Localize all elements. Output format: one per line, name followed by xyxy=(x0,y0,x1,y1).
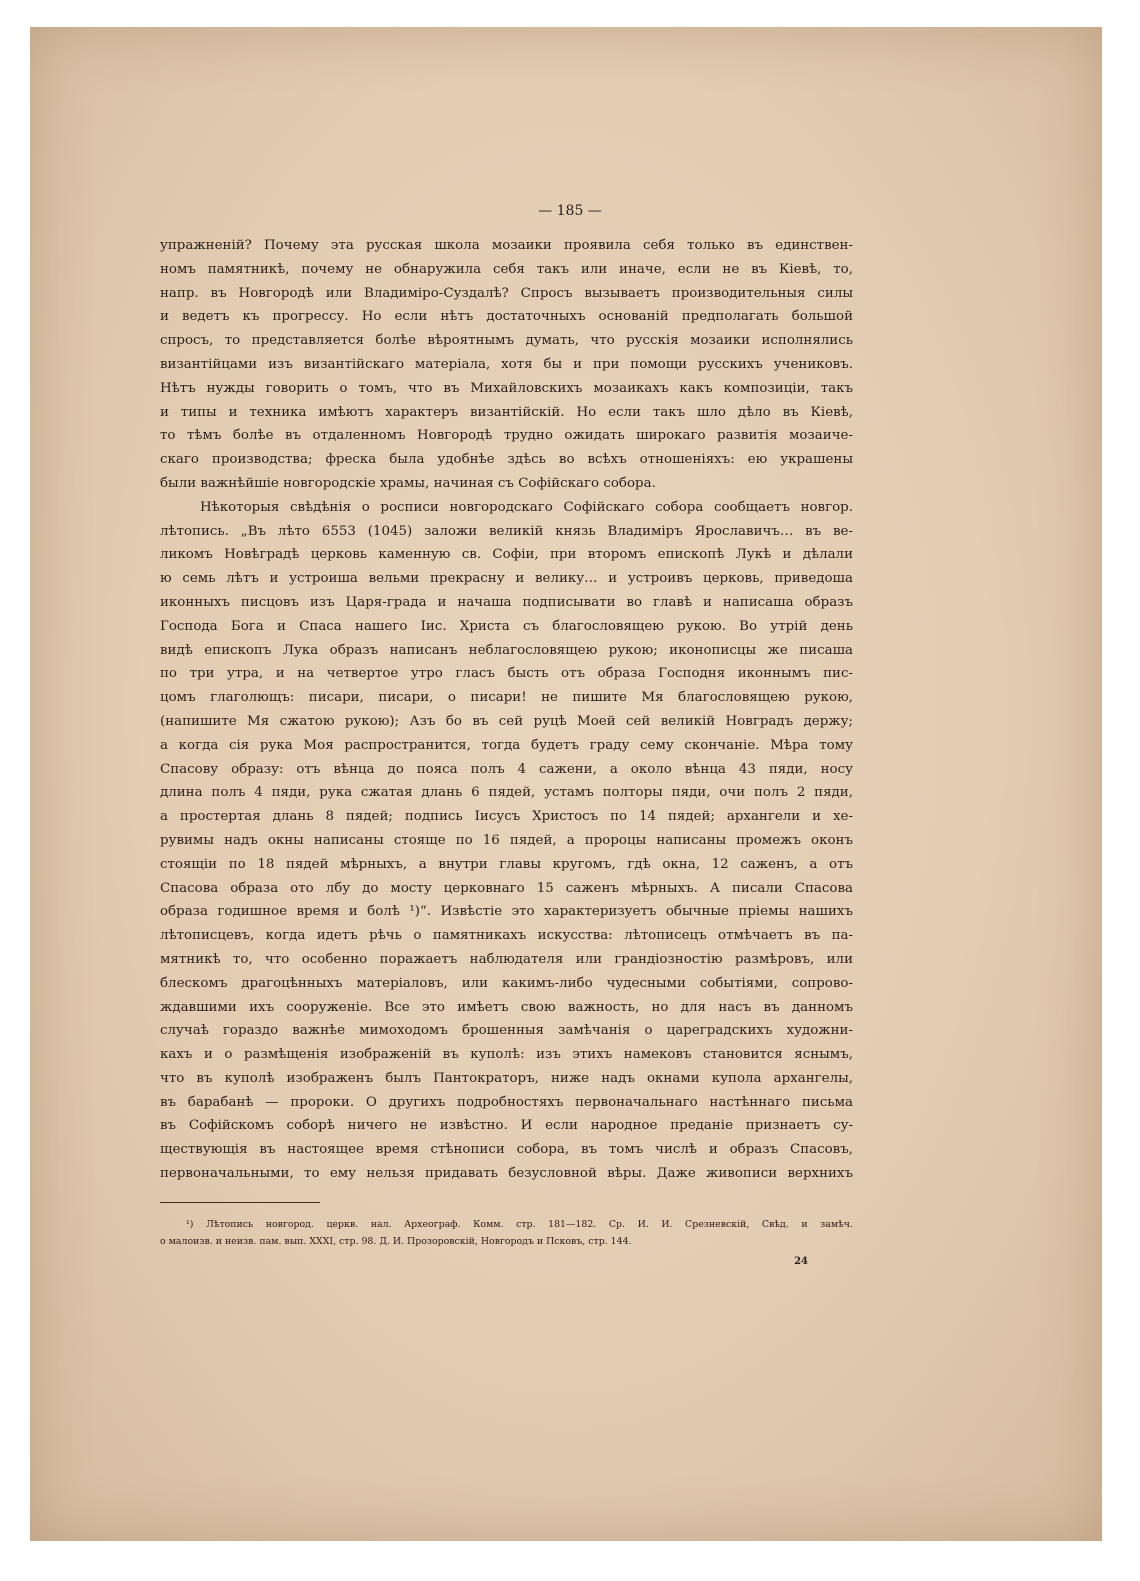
text-line: Нѣкоторыя свѣдѣнія о росписи новгородскаго Софійскаго собора сообщаетъ новгор. xyxy=(200,499,853,515)
text-line: иконныхъ писцовъ изъ Царя-града и начаша подписывати во главѣ и написаша образъ xyxy=(160,594,853,610)
text-line: Господа Бога и Спаса нашего Іис. Христа съ благословящею рукою. Во утрій день xyxy=(160,618,853,634)
text-line: то тѣмъ болѣе въ отдаленномъ Новгородѣ трудно ожидать широкаго развитія мозаиче- xyxy=(160,428,853,444)
text-line: цомъ глаголющъ: писари, писари, о писари! не пишите Мя благословящею рукою, xyxy=(160,690,853,706)
text-line: ждавшими ихъ сооруженіе. Все это имѣетъ свою важность, но для насъ въ данномъ xyxy=(160,999,853,1015)
text-line: рувимы надъ окны написаны стояще по 16 пядей, а пророцы написаны промежъ оконъ xyxy=(160,832,853,848)
signature-mark: 24 xyxy=(794,1256,808,1267)
text-line: въ барабанѣ — пророки. О другихъ подробностяхъ первоначальнаго настѣннаго письма xyxy=(160,1094,853,1110)
footnote-separator xyxy=(160,1202,320,1203)
text-line: ликомъ Новѣградѣ церковь каменную св. Софіи, при второмъ епископѣ Лукѣ и дѣлали xyxy=(160,547,853,563)
text-line: блескомъ драгоцѣнныхъ матеріаловъ, или какимъ-либо чудесными событіями, сопрово- xyxy=(160,975,853,991)
text-line: стоящіи по 18 пядей мѣрныхъ, а внутри главы кругомъ, гдѣ окна, 12 саженъ, а отъ xyxy=(160,856,853,872)
text-line: и типы и техника имѣютъ характеръ византійскій. Но если такъ шло дѣло въ Кіевѣ, xyxy=(160,404,853,420)
text-line: ществующія въ настоящее время стѣнописи собора, въ томъ числѣ и образъ Спасовъ, xyxy=(160,1142,853,1158)
text-line: Нѣтъ нужды говорить о томъ, что въ Михайловскихъ мозаикахъ какъ композиціи, такъ xyxy=(160,380,853,396)
text-line: были важнѣйшіе новгородскіе храмы, начиная съ Софійскаго собора. xyxy=(160,475,656,491)
text-line: номъ памятникѣ, почему не обнаружила себя такъ или иначе, если не въ Кіевѣ, то, xyxy=(160,261,853,277)
page-number: — 185 — xyxy=(538,203,602,219)
text-line: случаѣ гораздо важнѣе мимоходомъ брошенныя замѣчанія о цареградскихъ художни- xyxy=(160,1023,853,1039)
footnote-line: о малоизв. и неизв. пам. вып. XXXI, стр. 98. Д. И. Прозоровскій, Новгородъ и Псковъ, стр. 144. xyxy=(160,1236,632,1247)
text-line: и ведетъ къ прогрессу. Но если нѣтъ достаточныхъ основаній предполагать большой xyxy=(160,309,853,325)
text-line: скаго производства; фреска была удобнѣе здѣсь во всѣхъ отношеніяхъ: ею украшены xyxy=(160,452,853,468)
text-line: ю семь лѣтъ и устроиша вельми прекрасну и велику… и устроивъ церковь, приведоша xyxy=(160,571,853,587)
text-line: лѣтописцевъ, когда идетъ рѣчь о памятникахъ искусства: лѣтописецъ отмѣчаетъ въ па- xyxy=(160,928,853,944)
text-line: Спасову образу: отъ вѣнца до пояса полъ 4 сажени, а около вѣнца 43 пяди, носу xyxy=(160,761,853,777)
text-line: въ Софійскомъ соборѣ ничего не извѣстно. И если народное преданіе признаетъ су- xyxy=(160,1118,853,1134)
text-line: упражненій? Почему эта русская школа мозаики проявила себя только въ единствен- xyxy=(160,238,853,253)
body-text xyxy=(160,234,853,1186)
text-line: что въ куполѣ изображенъ былъ Пантократоръ, ниже надъ окнами купола архангелы, xyxy=(160,1070,853,1086)
footnotes xyxy=(160,1216,853,1250)
text-line: по три утра, и на четвертое утро гласъ бысть отъ образа Господня иконнымъ пис- xyxy=(160,666,853,682)
text-line: образа годишное время и болѣ ¹)“. Извѣстіе это характеризуетъ обычные пріемы нашихъ xyxy=(160,904,853,920)
text-line: (напишите Мя сжатою рукою); Азъ бо въ сей руцѣ Моей сей великій Новградъ держу; xyxy=(160,713,853,729)
text-line: а простертая длань 8 пядей; подпись Іисусъ Христосъ по 14 пядей; архангели и хе- xyxy=(160,809,853,825)
text-line: спросъ, то представляется болѣе вѣроятнымъ думать, что русскія мозаики исполнялись xyxy=(160,333,853,349)
text-line: напр. въ Новгородѣ или Владиміро-Суздалѣ? Спросъ вызываетъ производительныя силы xyxy=(160,285,853,301)
text-line: лѣтопись. „Въ лѣто 6553 (1045) заложи великій князь Владиміръ Ярославичъ… въ ве- xyxy=(160,523,853,539)
footnote-line: ¹) Лѣтопись новгород. церкв. нал. Археограф. Комм. стр. 181—182. Ср. И. И. Срезневскій, Свѣд. и замѣч. xyxy=(186,1219,853,1230)
text-line: видѣ епископъ Лука образъ написанъ неблагословящею рукою; иконописцы же писаша xyxy=(160,642,853,658)
text-line: Спасова образа ото лбу до мосту церковнаго 15 саженъ мѣрныхъ. А писали Спасова xyxy=(160,880,853,896)
text-line: мятникѣ то, что особенно поражаетъ наблюдателя или грандіозностію размѣровъ, или xyxy=(160,951,853,967)
text-line: кахъ и о размѣщенія изображеній въ куполѣ: изъ этихъ намековъ становится яснымъ, xyxy=(160,1047,853,1063)
text-line: византійцами изъ византійскаго матеріала, хотя бы и при помощи русскихъ учениковъ. xyxy=(160,356,853,372)
text-line: длина полъ 4 пяди, рука сжатая длань 6 пядей, устамъ полторы пяди, очи полъ 2 пяди, xyxy=(160,785,853,801)
text-line: первоначальными, то ему нельзя придавать безусловной вѣры. Даже живописи верхнихъ xyxy=(160,1166,853,1182)
text-line: а когда сія рука Моя распространится, тогда будетъ граду сему скончаніе. Мѣра тому xyxy=(160,737,853,753)
